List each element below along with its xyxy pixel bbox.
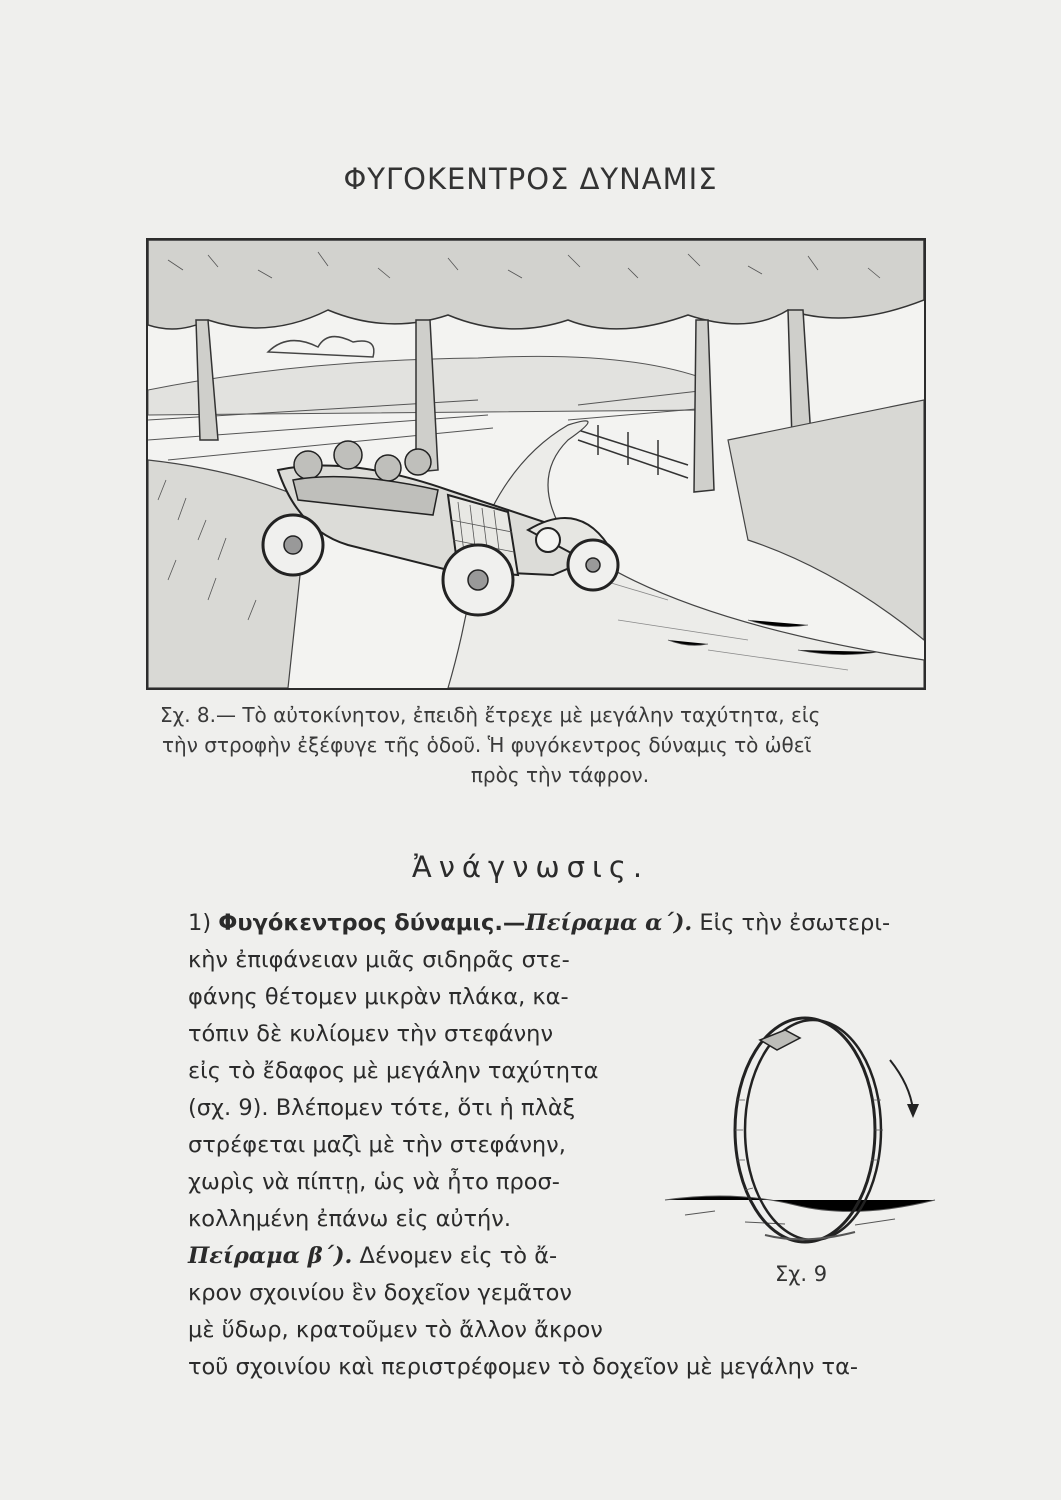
caption-line: πρὸς τὴν τάφρον. xyxy=(470,763,650,787)
figure-8-caption xyxy=(150,700,950,790)
caption-line: Σχ. 8.— Τὸ αὐτοκίνητον, ἐπειδὴ ἔτρεχε μὲ μεγάλην ταχύτητα, εἰς xyxy=(160,703,821,727)
text-line: εἰς τὸ ἔδαφος μὲ μεγάλην ταχύτητα xyxy=(188,1058,599,1084)
experiment-label: Πείραμα α΄). xyxy=(525,910,693,936)
figure-8-car-illustration xyxy=(146,238,926,690)
subsection-title: Φυγόκεντρος δύναμις.— xyxy=(218,910,526,936)
experiment-label: Πείραμα β΄). xyxy=(188,1243,353,1269)
car-drawing xyxy=(148,240,924,688)
text-line: τόπιν δὲ κυλίομεν τὴν στεφάνην xyxy=(188,1021,554,1047)
text-line: μὲ ὕδωρ, κρατοῦμεν τὸ ἄλλον ἄκρον xyxy=(188,1317,603,1343)
paragraph-number: 1) xyxy=(188,910,212,936)
text-line: κὴν ἐπιφάνειαν μιᾶς σιδηρᾶς στε- xyxy=(188,947,570,973)
text-line: τοῦ σχοινίου καὶ περιστρέφομεν τὸ δοχεῖον μὲ μεγάλην τα- xyxy=(188,1354,859,1380)
text-line: (σχ. 9). Βλέπομεν τότε, ὅτι ἡ πλὰξ xyxy=(188,1095,576,1121)
section-heading: Ἀνάγνωσις. xyxy=(411,850,650,884)
page-title: ΦΥΓΟΚΕΝΤΡΟΣ ΔΥΝΑΜΙΣ xyxy=(343,162,718,196)
text-line: στρέφεται μαζὶ μὲ τὴν στεφάνην, xyxy=(188,1132,566,1158)
caption-line: τὴν στροφὴν ἐξέφυγε τῆς ὁδοῦ. Ἡ φυγόκεντρος δύναμις τὸ ὠθεῖ xyxy=(162,733,812,757)
figure-9-caption: Σχ. 9 xyxy=(775,1262,828,1286)
text-fragment: Δένομεν εἰς τὸ ἄ- xyxy=(359,1243,558,1269)
text-line xyxy=(188,905,978,942)
hoop-drawing xyxy=(655,1000,945,1260)
figure-9-hoop-illustration xyxy=(655,1000,945,1260)
text-fragment: Εἰς τὴν ἐσωτερι- xyxy=(699,910,891,936)
text-line: κρον σχοινίου ἓν δοχεῖον γεμᾶτον xyxy=(188,1280,572,1306)
text-line: φάνης θέτομεν μικρὰν πλάκα, κα- xyxy=(188,984,569,1010)
text-line: χωρὶς νὰ πίπτῃ, ὡς νὰ ἦτο προσ- xyxy=(188,1169,560,1195)
text-line: κολλημένη ἐπάνω εἰς αὐτήν. xyxy=(188,1206,511,1232)
